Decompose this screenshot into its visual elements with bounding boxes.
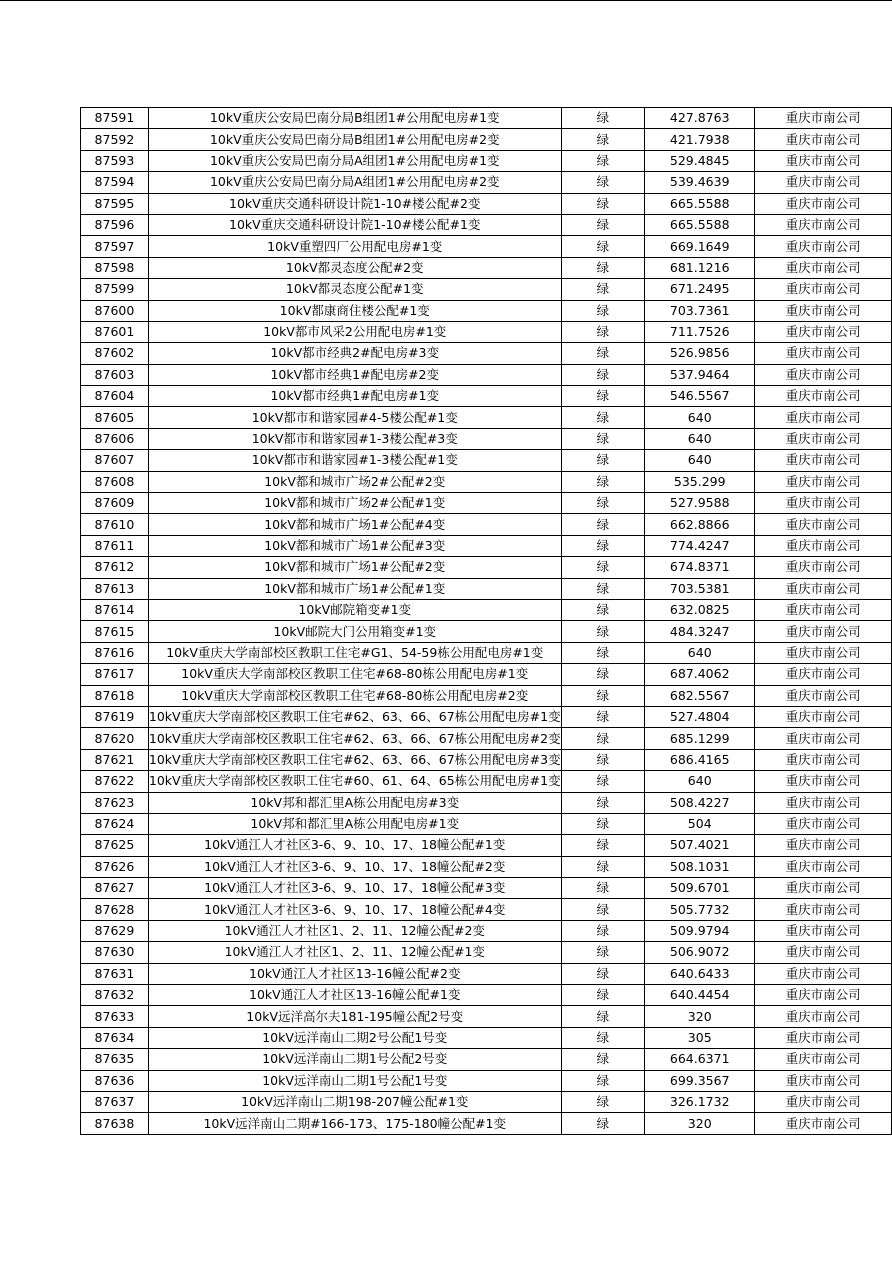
company-cell: 重庆市南公司 <box>755 835 892 856</box>
row-id-cell: 87606 <box>81 428 149 449</box>
status-color-cell: 绿 <box>561 856 644 877</box>
capacity-value-cell: 537.9464 <box>645 364 755 385</box>
table-row <box>81 621 892 642</box>
capacity-value-cell: 427.8763 <box>645 108 755 129</box>
transformer-name-cell: 10kV都灵态度公配#1变 <box>148 279 561 300</box>
status-color-cell: 绿 <box>561 129 644 150</box>
transformer-name-cell: 10kV远洋高尔夫181-195幢公配2号变 <box>148 1006 561 1027</box>
status-color-cell: 绿 <box>561 514 644 535</box>
table-row <box>81 749 892 770</box>
capacity-value-cell: 671.2495 <box>645 279 755 300</box>
table-row <box>81 578 892 599</box>
table-row <box>81 450 892 471</box>
capacity-value-cell: 539.4639 <box>645 172 755 193</box>
capacity-value-cell: 508.4227 <box>645 792 755 813</box>
status-color-cell: 绿 <box>561 599 644 620</box>
capacity-value-cell: 529.4845 <box>645 150 755 171</box>
status-color-cell: 绿 <box>561 1070 644 1091</box>
table-row <box>81 1091 892 1112</box>
table-row <box>81 642 892 663</box>
transformer-name-cell: 10kV邮院箱变#1变 <box>148 599 561 620</box>
table-row <box>81 386 892 407</box>
row-id-cell: 87638 <box>81 1113 149 1134</box>
transformer-name-cell: 10kV远洋南山二期#166-173、175-180幢公配#1变 <box>148 1113 561 1134</box>
company-cell: 重庆市南公司 <box>755 856 892 877</box>
capacity-value-cell: 509.6701 <box>645 878 755 899</box>
table-row <box>81 792 892 813</box>
row-id-cell: 87595 <box>81 193 149 214</box>
transformer-name-cell: 10kV都和城市广场1#公配#1变 <box>148 578 561 599</box>
transformer-name-cell: 10kV重庆公安局巴南分局B组团1#公用配电房#2变 <box>148 129 561 150</box>
transformer-name-cell: 10kV通江人才社区1、2、11、12幢公配#2变 <box>148 920 561 941</box>
capacity-value-cell: 326.1732 <box>645 1091 755 1112</box>
status-color-cell: 绿 <box>561 835 644 856</box>
transformer-name-cell: 10kV远洋南山二期2号公配1号变 <box>148 1027 561 1048</box>
table-row <box>81 214 892 235</box>
row-id-cell: 87594 <box>81 172 149 193</box>
table-row <box>81 172 892 193</box>
status-color-cell: 绿 <box>561 985 644 1006</box>
table-row <box>81 963 892 984</box>
company-cell: 重庆市南公司 <box>755 899 892 920</box>
capacity-value-cell: 546.5567 <box>645 386 755 407</box>
row-id-cell: 87600 <box>81 300 149 321</box>
row-id-cell: 87620 <box>81 728 149 749</box>
company-cell: 重庆市南公司 <box>755 685 892 706</box>
row-id-cell: 87624 <box>81 813 149 834</box>
status-color-cell: 绿 <box>561 386 644 407</box>
company-cell: 重庆市南公司 <box>755 450 892 471</box>
capacity-value-cell: 640 <box>645 642 755 663</box>
status-color-cell: 绿 <box>561 300 644 321</box>
company-cell: 重庆市南公司 <box>755 279 892 300</box>
company-cell: 重庆市南公司 <box>755 108 892 129</box>
transformer-name-cell: 10kV通江人才社区3-6、9、10、17、18幢公配#2变 <box>148 856 561 877</box>
row-id-cell: 87597 <box>81 236 149 257</box>
status-color-cell: 绿 <box>561 450 644 471</box>
status-color-cell: 绿 <box>561 364 644 385</box>
transformer-name-cell: 10kV都和城市广场2#公配#1变 <box>148 493 561 514</box>
transformer-name-cell: 10kV重庆公安局巴南分局A组团1#公用配电房#2变 <box>148 172 561 193</box>
transformer-name-cell: 10kV重庆交通科研设计院1-10#楼公配#1变 <box>148 214 561 235</box>
table-row <box>81 813 892 834</box>
company-cell: 重庆市南公司 <box>755 535 892 556</box>
capacity-value-cell: 665.5588 <box>645 214 755 235</box>
company-cell: 重庆市南公司 <box>755 642 892 663</box>
company-cell: 重庆市南公司 <box>755 407 892 428</box>
row-id-cell: 87604 <box>81 386 149 407</box>
company-cell: 重庆市南公司 <box>755 557 892 578</box>
company-cell: 重庆市南公司 <box>755 386 892 407</box>
status-color-cell: 绿 <box>561 878 644 899</box>
table-row <box>81 236 892 257</box>
status-color-cell: 绿 <box>561 279 644 300</box>
transformer-name-cell: 10kV都和城市广场1#公配#4变 <box>148 514 561 535</box>
capacity-value-cell: 681.1216 <box>645 257 755 278</box>
row-id-cell: 87612 <box>81 557 149 578</box>
status-color-cell: 绿 <box>561 1091 644 1112</box>
company-cell: 重庆市南公司 <box>755 771 892 792</box>
capacity-value-cell: 535.299 <box>645 471 755 492</box>
company-cell: 重庆市南公司 <box>755 364 892 385</box>
company-cell: 重庆市南公司 <box>755 1049 892 1070</box>
transformer-name-cell: 10kV邦和都汇里A栋公用配电房#1变 <box>148 813 561 834</box>
table-row <box>81 664 892 685</box>
status-color-cell: 绿 <box>561 193 644 214</box>
table-row <box>81 514 892 535</box>
capacity-value-cell: 526.9856 <box>645 343 755 364</box>
status-color-cell: 绿 <box>561 749 644 770</box>
capacity-value-cell: 699.3567 <box>645 1070 755 1091</box>
status-color-cell: 绿 <box>561 942 644 963</box>
table-row <box>81 193 892 214</box>
table-row <box>81 343 892 364</box>
capacity-value-cell: 508.1031 <box>645 856 755 877</box>
capacity-value-cell: 527.9588 <box>645 493 755 514</box>
company-cell: 重庆市南公司 <box>755 1070 892 1091</box>
table-row <box>81 878 892 899</box>
capacity-value-cell: 640.4454 <box>645 985 755 1006</box>
row-id-cell: 87621 <box>81 749 149 770</box>
table-row <box>81 771 892 792</box>
table-row <box>81 1049 892 1070</box>
status-color-cell: 绿 <box>561 664 644 685</box>
row-id-cell: 87614 <box>81 599 149 620</box>
capacity-value-cell: 640 <box>645 428 755 449</box>
table-row <box>81 364 892 385</box>
table-row <box>81 321 892 342</box>
company-cell: 重庆市南公司 <box>755 321 892 342</box>
capacity-value-cell: 640.6433 <box>645 963 755 984</box>
table-row <box>81 150 892 171</box>
row-id-cell: 87622 <box>81 771 149 792</box>
transformer-name-cell: 10kV重庆大学南部校区教职工住宅#G1、54-59栋公用配电房#1变 <box>148 642 561 663</box>
capacity-value-cell: 703.7361 <box>645 300 755 321</box>
capacity-value-cell: 507.4021 <box>645 835 755 856</box>
row-id-cell: 87603 <box>81 364 149 385</box>
table-row <box>81 1006 892 1027</box>
status-color-cell: 绿 <box>561 621 644 642</box>
table-row <box>81 599 892 620</box>
row-id-cell: 87605 <box>81 407 149 428</box>
table-row <box>81 129 892 150</box>
transformer-name-cell: 10kV重庆大学南部校区教职工住宅#62、63、66、67栋公用配电房#2变 <box>148 728 561 749</box>
status-color-cell: 绿 <box>561 963 644 984</box>
status-color-cell: 绿 <box>561 236 644 257</box>
row-id-cell: 87619 <box>81 706 149 727</box>
company-cell: 重庆市南公司 <box>755 471 892 492</box>
row-id-cell: 87634 <box>81 1027 149 1048</box>
transformer-name-cell: 10kV重庆交通科研设计院1-10#楼公配#2变 <box>148 193 561 214</box>
status-color-cell: 绿 <box>561 172 644 193</box>
capacity-value-cell: 320 <box>645 1006 755 1027</box>
row-id-cell: 87598 <box>81 257 149 278</box>
capacity-value-cell: 664.6371 <box>645 1049 755 1070</box>
company-cell: 重庆市南公司 <box>755 1006 892 1027</box>
table-row <box>81 685 892 706</box>
capacity-value-cell: 687.4062 <box>645 664 755 685</box>
capacity-value-cell: 632.0825 <box>645 599 755 620</box>
status-color-cell: 绿 <box>561 493 644 514</box>
table-row <box>81 428 892 449</box>
company-cell: 重庆市南公司 <box>755 985 892 1006</box>
capacity-value-cell: 685.1299 <box>645 728 755 749</box>
transformer-name-cell: 10kV都市风采2公用配电房#1变 <box>148 321 561 342</box>
capacity-value-cell: 669.1649 <box>645 236 755 257</box>
status-color-cell: 绿 <box>561 343 644 364</box>
status-color-cell: 绿 <box>561 578 644 599</box>
capacity-value-cell: 320 <box>645 1113 755 1134</box>
capacity-value-cell: 504 <box>645 813 755 834</box>
row-id-cell: 87608 <box>81 471 149 492</box>
row-id-cell: 87591 <box>81 108 149 129</box>
capacity-value-cell: 421.7938 <box>645 129 755 150</box>
table-row <box>81 279 892 300</box>
capacity-value-cell: 505.7732 <box>645 899 755 920</box>
transformer-name-cell: 10kV重庆大学南部校区教职工住宅#60、61、64、65栋公用配电房#1变 <box>148 771 561 792</box>
table-row <box>81 407 892 428</box>
row-id-cell: 87617 <box>81 664 149 685</box>
company-cell: 重庆市南公司 <box>755 728 892 749</box>
status-color-cell: 绿 <box>561 1006 644 1027</box>
capacity-value-cell: 703.5381 <box>645 578 755 599</box>
row-id-cell: 87616 <box>81 642 149 663</box>
status-color-cell: 绿 <box>561 321 644 342</box>
status-color-cell: 绿 <box>561 706 644 727</box>
company-cell: 重庆市南公司 <box>755 1027 892 1048</box>
transformer-name-cell: 10kV都市和谐家园#4-5楼公配#1变 <box>148 407 561 428</box>
row-id-cell: 87593 <box>81 150 149 171</box>
row-id-cell: 87629 <box>81 920 149 941</box>
company-cell: 重庆市南公司 <box>755 300 892 321</box>
status-color-cell: 绿 <box>561 428 644 449</box>
row-id-cell: 87625 <box>81 835 149 856</box>
company-cell: 重庆市南公司 <box>755 878 892 899</box>
row-id-cell: 87596 <box>81 214 149 235</box>
table-row <box>81 706 892 727</box>
company-cell: 重庆市南公司 <box>755 514 892 535</box>
table-row <box>81 108 892 129</box>
company-cell: 重庆市南公司 <box>755 493 892 514</box>
capacity-value-cell: 640 <box>645 450 755 471</box>
transformer-name-cell: 10kV远洋南山二期1号公配1号变 <box>148 1070 561 1091</box>
status-color-cell: 绿 <box>561 899 644 920</box>
status-color-cell: 绿 <box>561 557 644 578</box>
capacity-value-cell: 640 <box>645 407 755 428</box>
company-cell: 重庆市南公司 <box>755 172 892 193</box>
table-body <box>81 108 892 1135</box>
capacity-value-cell: 774.4247 <box>645 535 755 556</box>
capacity-value-cell: 665.5588 <box>645 193 755 214</box>
status-color-cell: 绿 <box>561 214 644 235</box>
capacity-value-cell: 509.9794 <box>645 920 755 941</box>
transformer-name-cell: 10kV重庆公安局巴南分局B组团1#公用配电房#1变 <box>148 108 561 129</box>
transformer-name-cell: 10kV都市经典1#配电房#2变 <box>148 364 561 385</box>
status-color-cell: 绿 <box>561 108 644 129</box>
transformer-name-cell: 10kV都市经典2#配电房#3变 <box>148 343 561 364</box>
capacity-value-cell: 711.7526 <box>645 321 755 342</box>
company-cell: 重庆市南公司 <box>755 749 892 770</box>
transformer-name-cell: 10kV通江人才社区1、2、11、12幢公配#1变 <box>148 942 561 963</box>
capacity-value-cell: 674.8371 <box>645 557 755 578</box>
table-row <box>81 535 892 556</box>
capacity-value-cell: 682.5567 <box>645 685 755 706</box>
row-id-cell: 87599 <box>81 279 149 300</box>
company-cell: 重庆市南公司 <box>755 599 892 620</box>
status-color-cell: 绿 <box>561 257 644 278</box>
transformer-name-cell: 10kV都康商住楼公配#1变 <box>148 300 561 321</box>
status-color-cell: 绿 <box>561 1049 644 1070</box>
table-row <box>81 300 892 321</box>
status-color-cell: 绿 <box>561 407 644 428</box>
transformer-name-cell: 10kV都和城市广场1#公配#2变 <box>148 557 561 578</box>
company-cell: 重庆市南公司 <box>755 792 892 813</box>
capacity-value-cell: 640 <box>645 771 755 792</box>
row-id-cell: 87628 <box>81 899 149 920</box>
table-row <box>81 493 892 514</box>
row-id-cell: 87635 <box>81 1049 149 1070</box>
transformer-name-cell: 10kV重庆大学南部校区教职工住宅#62、63、66、67栋公用配电房#1变 <box>148 706 561 727</box>
status-color-cell: 绿 <box>561 728 644 749</box>
row-id-cell: 87637 <box>81 1091 149 1112</box>
capacity-value-cell: 662.8866 <box>645 514 755 535</box>
company-cell: 重庆市南公司 <box>755 1091 892 1112</box>
table-row <box>81 1070 892 1091</box>
status-color-cell: 绿 <box>561 920 644 941</box>
table-row <box>81 728 892 749</box>
row-id-cell: 87633 <box>81 1006 149 1027</box>
status-color-cell: 绿 <box>561 685 644 706</box>
transformer-name-cell: 10kV通江人才社区3-6、9、10、17、18幢公配#3变 <box>148 878 561 899</box>
transformer-name-cell: 10kV重塑四厂公用配电房#1变 <box>148 236 561 257</box>
company-cell: 重庆市南公司 <box>755 236 892 257</box>
row-id-cell: 87610 <box>81 514 149 535</box>
row-id-cell: 87636 <box>81 1070 149 1091</box>
company-cell: 重庆市南公司 <box>755 578 892 599</box>
table-row <box>81 920 892 941</box>
table-row <box>81 557 892 578</box>
transformer-name-cell: 10kV通江人才社区3-6、9、10、17、18幢公配#1变 <box>148 835 561 856</box>
transformer-name-cell: 10kV都市和谐家园#1-3楼公配#3变 <box>148 428 561 449</box>
capacity-value-cell: 527.4804 <box>645 706 755 727</box>
status-color-cell: 绿 <box>561 1027 644 1048</box>
company-cell: 重庆市南公司 <box>755 129 892 150</box>
table-row <box>81 835 892 856</box>
transformer-name-cell: 10kV重庆大学南部校区教职工住宅#68-80栋公用配电房#1变 <box>148 664 561 685</box>
page-top-border <box>0 0 892 1</box>
company-cell: 重庆市南公司 <box>755 1113 892 1134</box>
status-color-cell: 绿 <box>561 535 644 556</box>
transformer-name-cell: 10kV通江人才社区13-16幢公配#2变 <box>148 963 561 984</box>
company-cell: 重庆市南公司 <box>755 706 892 727</box>
row-id-cell: 87626 <box>81 856 149 877</box>
row-id-cell: 87618 <box>81 685 149 706</box>
transformer-name-cell: 10kV都灵态度公配#2变 <box>148 257 561 278</box>
company-cell: 重庆市南公司 <box>755 257 892 278</box>
transformer-name-cell: 10kV邦和都汇里A栋公用配电房#3变 <box>148 792 561 813</box>
row-id-cell: 87607 <box>81 450 149 471</box>
row-id-cell: 87631 <box>81 963 149 984</box>
transformer-name-cell: 10kV远洋南山二期198-207幢公配#1变 <box>148 1091 561 1112</box>
transformer-name-cell: 10kV重庆大学南部校区教职工住宅#68-80栋公用配电房#2变 <box>148 685 561 706</box>
table-row <box>81 257 892 278</box>
row-id-cell: 87630 <box>81 942 149 963</box>
row-id-cell: 87592 <box>81 129 149 150</box>
row-id-cell: 87623 <box>81 792 149 813</box>
company-cell: 重庆市南公司 <box>755 214 892 235</box>
company-cell: 重庆市南公司 <box>755 428 892 449</box>
transformer-name-cell: 10kV通江人才社区13-16幢公配#1变 <box>148 985 561 1006</box>
table-row <box>81 1113 892 1134</box>
table-row <box>81 856 892 877</box>
transformer-name-cell: 10kV都和城市广场1#公配#3变 <box>148 535 561 556</box>
row-id-cell: 87602 <box>81 343 149 364</box>
table-row <box>81 985 892 1006</box>
row-id-cell: 87609 <box>81 493 149 514</box>
company-cell: 重庆市南公司 <box>755 664 892 685</box>
capacity-value-cell: 506.9072 <box>645 942 755 963</box>
transformer-name-cell: 10kV都市经典1#配电房#1变 <box>148 386 561 407</box>
transformer-name-cell: 10kV远洋南山二期1号公配2号变 <box>148 1049 561 1070</box>
company-cell: 重庆市南公司 <box>755 920 892 941</box>
company-cell: 重庆市南公司 <box>755 150 892 171</box>
status-color-cell: 绿 <box>561 1113 644 1134</box>
status-color-cell: 绿 <box>561 771 644 792</box>
row-id-cell: 87611 <box>81 535 149 556</box>
capacity-value-cell: 305 <box>645 1027 755 1048</box>
company-cell: 重庆市南公司 <box>755 942 892 963</box>
transformer-name-cell: 10kV都市和谐家园#1-3楼公配#1变 <box>148 450 561 471</box>
status-color-cell: 绿 <box>561 642 644 663</box>
company-cell: 重庆市南公司 <box>755 193 892 214</box>
table-row <box>81 942 892 963</box>
transformer-name-cell: 10kV通江人才社区3-6、9、10、17、18幢公配#4变 <box>148 899 561 920</box>
company-cell: 重庆市南公司 <box>755 621 892 642</box>
transformer-name-cell: 10kV都和城市广场2#公配#2变 <box>148 471 561 492</box>
table-row <box>81 1027 892 1048</box>
transformer-name-cell: 10kV重庆大学南部校区教职工住宅#62、63、66、67栋公用配电房#3变 <box>148 749 561 770</box>
table-row <box>81 899 892 920</box>
capacity-value-cell: 686.4165 <box>645 749 755 770</box>
transformer-name-cell: 10kV邮院大门公用箱变#1变 <box>148 621 561 642</box>
transformer-data-table <box>80 107 892 1135</box>
company-cell: 重庆市南公司 <box>755 343 892 364</box>
row-id-cell: 87615 <box>81 621 149 642</box>
row-id-cell: 87613 <box>81 578 149 599</box>
capacity-value-cell: 484.3247 <box>645 621 755 642</box>
company-cell: 重庆市南公司 <box>755 963 892 984</box>
status-color-cell: 绿 <box>561 813 644 834</box>
status-color-cell: 绿 <box>561 150 644 171</box>
transformer-name-cell: 10kV重庆公安局巴南分局A组团1#公用配电房#1变 <box>148 150 561 171</box>
row-id-cell: 87632 <box>81 985 149 1006</box>
table-row <box>81 471 892 492</box>
status-color-cell: 绿 <box>561 471 644 492</box>
status-color-cell: 绿 <box>561 792 644 813</box>
row-id-cell: 87601 <box>81 321 149 342</box>
company-cell: 重庆市南公司 <box>755 813 892 834</box>
row-id-cell: 87627 <box>81 878 149 899</box>
